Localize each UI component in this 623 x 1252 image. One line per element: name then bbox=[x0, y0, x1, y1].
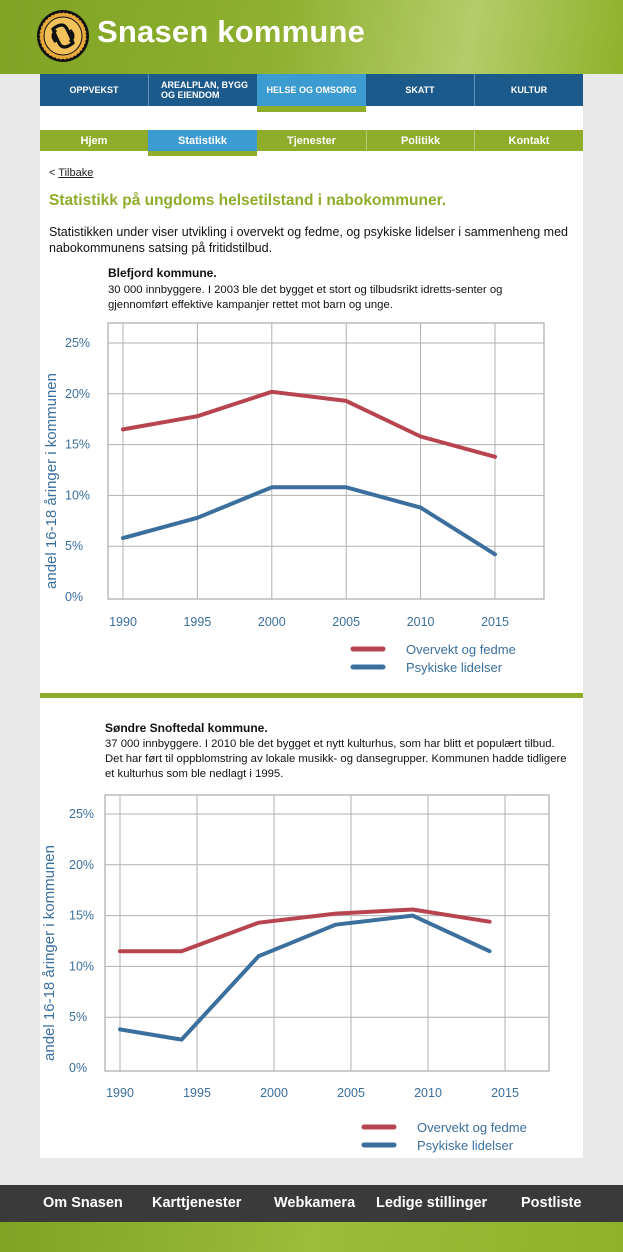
footer-link-karttjenester[interactable]: Karttjenester bbox=[152, 1195, 242, 1211]
back-chevron-icon: < bbox=[49, 167, 56, 179]
data-point bbox=[196, 516, 199, 519]
municipality-logo-icon[interactable] bbox=[36, 9, 90, 63]
x-tick-label: 2015 bbox=[491, 1086, 519, 1100]
back-link[interactable]: Tilbake bbox=[58, 167, 94, 179]
x-tick-label: 1990 bbox=[106, 1086, 134, 1100]
nav-item-oppvekst[interactable]: OPPVEKST bbox=[69, 85, 119, 95]
nav-item-kultur[interactable]: KULTUR bbox=[510, 85, 548, 95]
page-title: Statistikk på ungdoms helsetilstand i nabokommuner. bbox=[49, 192, 447, 209]
footer-link-om-snasen[interactable]: Om Snasen bbox=[43, 1195, 123, 1211]
data-point bbox=[419, 506, 422, 509]
data-point bbox=[180, 1038, 183, 1041]
footer-link-postliste[interactable]: Postliste bbox=[521, 1195, 582, 1211]
x-tick-label: 2000 bbox=[257, 615, 286, 629]
site-header bbox=[0, 0, 623, 74]
nav-item-helse-og-omsorg[interactable]: HELSE OG OMSORG bbox=[257, 74, 366, 106]
data-point bbox=[411, 914, 414, 917]
data-point bbox=[334, 912, 337, 915]
active-nav-indicator bbox=[257, 106, 366, 112]
data-point bbox=[257, 955, 260, 958]
main-navigation bbox=[40, 74, 583, 106]
data-point bbox=[488, 920, 491, 923]
x-tick-label: 1995 bbox=[183, 615, 212, 629]
data-point bbox=[122, 537, 125, 540]
subnav-item-statistikk[interactable]: Statistikk bbox=[148, 130, 257, 151]
data-point bbox=[419, 435, 422, 438]
data-point bbox=[119, 1028, 122, 1031]
legend-label: Overvekt og fedme bbox=[406, 642, 516, 657]
legend-label: Overvekt og fedme bbox=[417, 1120, 527, 1135]
data-point bbox=[180, 950, 183, 953]
data-point bbox=[345, 486, 348, 489]
subnav-item-hjem[interactable]: Hjem bbox=[80, 134, 108, 147]
bottom-bar bbox=[0, 1222, 623, 1252]
data-point bbox=[122, 428, 125, 431]
subnav-item-kontakt[interactable]: Kontakt bbox=[508, 134, 550, 147]
municipality-description: 37 000 innbyggere. I 2010 ble det bygget et nytt kulturhus, som har blitt et populært tilbud. Det har ført til oppblomstring av lokale musikk- og dansegrupper. Kommunen hadde tidligere et kulturhus som ble nedlagt i 1995. bbox=[105, 738, 567, 780]
footer-link-webkamera[interactable]: Webkamera bbox=[274, 1195, 356, 1211]
x-tick-label: 2005 bbox=[337, 1086, 365, 1100]
site-title[interactable]: Snasen kommune bbox=[97, 14, 366, 49]
y-tick-label: 20% bbox=[65, 386, 91, 401]
footer-navigation bbox=[0, 1185, 623, 1222]
data-point bbox=[270, 486, 273, 489]
plot-area bbox=[105, 795, 549, 1071]
y-tick-label: 25% bbox=[65, 336, 91, 350]
legend-label: Psykiske lidelser bbox=[406, 660, 503, 675]
x-tick-label: 2000 bbox=[260, 1086, 288, 1100]
y-tick-label: 10% bbox=[65, 488, 91, 503]
data-point bbox=[196, 415, 199, 418]
data-point bbox=[488, 950, 491, 953]
y-tick-label: 15% bbox=[65, 437, 91, 452]
nav-item-skatt[interactable]: SKATT bbox=[405, 85, 435, 95]
municipality-name: Søndre Snoftedal kommune. bbox=[105, 721, 268, 735]
sub-navigation bbox=[40, 130, 583, 151]
back-link-row bbox=[49, 167, 93, 179]
x-tick-label: 2005 bbox=[332, 615, 361, 629]
y-tick-label: 0% bbox=[65, 590, 84, 604]
legend-label: Psykiske lidelser bbox=[417, 1138, 514, 1153]
active-subnav-indicator bbox=[148, 151, 257, 156]
data-point bbox=[494, 455, 497, 458]
intro-text: Statistikken under viser utvikling i overvekt og fedme, og psykiske lidelser i sammenheng med nabokommunens satsing på fritidstilbud. bbox=[49, 225, 568, 255]
data-point bbox=[494, 553, 497, 556]
y-tick-label: 25% bbox=[69, 807, 95, 821]
nav-item-arealplan[interactable]: AREALPLAN, BYGG OG EIENDOM bbox=[161, 80, 249, 100]
x-tick-label: 1995 bbox=[183, 1086, 211, 1100]
data-point bbox=[411, 908, 414, 911]
x-tick-label: 1990 bbox=[109, 615, 137, 629]
x-tick-label: 2010 bbox=[406, 615, 435, 629]
y-tick-label: 15% bbox=[69, 908, 95, 923]
section-divider bbox=[40, 693, 583, 698]
plot-area bbox=[108, 323, 544, 599]
y-tick-label: 5% bbox=[69, 1010, 88, 1025]
data-point bbox=[257, 921, 260, 924]
y-tick-label: 0% bbox=[69, 1061, 88, 1075]
line-chart-sondre-snoftedal bbox=[40, 790, 583, 1160]
y-tick-label: 20% bbox=[69, 857, 95, 872]
data-point bbox=[119, 950, 122, 953]
x-tick-label: 2015 bbox=[481, 615, 509, 629]
municipality-name: Blefjord kommune. bbox=[108, 266, 217, 280]
data-point bbox=[345, 399, 348, 402]
y-axis-label: andel 16-18 åringer i kommunen bbox=[41, 845, 58, 1061]
y-tick-label: 5% bbox=[65, 539, 84, 554]
data-point bbox=[334, 923, 337, 926]
y-tick-label: 10% bbox=[69, 959, 95, 974]
x-tick-label: 2010 bbox=[414, 1086, 442, 1100]
footer-link-ledige-stillinger[interactable]: Ledige stillinger bbox=[376, 1195, 488, 1211]
y-axis-label: andel 16-18 åringer i kommunen bbox=[43, 373, 60, 589]
subnav-item-tjenester[interactable]: Tjenester bbox=[287, 134, 336, 147]
municipality-description: 30 000 innbyggere. I 2003 ble det bygget et stort og tilbudsrikt idretts-senter og gjennomført effektive kampanjer rettet mot barn og unge. bbox=[108, 284, 503, 311]
data-point bbox=[270, 390, 273, 393]
subnav-item-politikk[interactable]: Politikk bbox=[400, 134, 441, 147]
line-chart-blefjord bbox=[40, 318, 583, 683]
